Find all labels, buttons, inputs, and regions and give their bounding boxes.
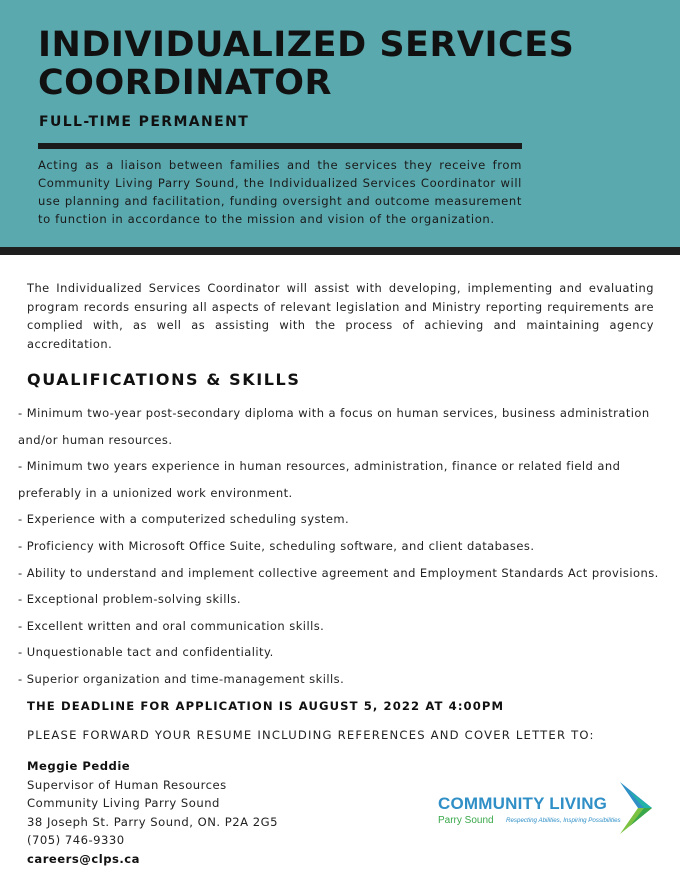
lead-paragraph: Acting as a liaison between families and the services they receive from Community Living Parry Sound, the Individualized Services Coordinator will use planning and facilitation, funding oversight and outcome measurement to function in accordance to the mission and vision of the organization. — [38, 158, 522, 226]
list-item: - Excellent written and oral communication skills. — [18, 618, 325, 633]
qualifications-heading: QUALIFICATIONS & SKILLS — [27, 370, 301, 389]
community-living-logo — [436, 780, 662, 840]
job-title — [38, 26, 638, 102]
list-item: preferably in a unionized work environment. — [18, 485, 293, 500]
employment-type: FULL-TIME PERMANENT — [39, 114, 250, 130]
subtitle-divider — [38, 143, 522, 149]
contact-phone: (705) 746-9330 — [27, 833, 125, 848]
contact-organization: Community Living Parry Sound — [27, 796, 220, 811]
logo-mark-icon — [616, 782, 656, 834]
job-title-line-2: COORDINATOR — [38, 63, 332, 103]
list-item: - Minimum two years experience in human resources, administration, finance or related field and — [18, 459, 621, 474]
contact-name: Meggie Peddie — [27, 759, 131, 773]
logo-name: COMMUNITY LIVING — [438, 794, 608, 813]
qualifications-list — [18, 400, 678, 693]
logo-town: Parry Sound — [438, 815, 494, 826]
logo-tagline: Respecting Abilities, Inspiring Possibilities — [506, 817, 621, 824]
job-title-line-1: INDIVIDUALIZED SERVICES — [38, 25, 575, 65]
contact-title: Supervisor of Human Resources — [27, 777, 227, 792]
list-item: - Superior organization and time-management skills. — [18, 671, 345, 686]
application-deadline: THE DEADLINE FOR APPLICATION IS AUGUST 5, 2022 AT 4:00PM — [27, 699, 505, 713]
contact-address: 38 Joseph St. Parry Sound, ON. P2A 2G5 — [27, 814, 279, 829]
header-divider — [0, 247, 680, 255]
list-item: - Experience with a computerized scheduling system. — [18, 512, 350, 527]
list-item: - Minimum two-year post-secondary diploma with a focus on human services, business administration — [18, 406, 650, 420]
list-item: - Proficiency with Microsoft Office Suite, scheduling software, and client databases. — [18, 538, 535, 553]
list-item: - Exceptional problem-solving skills. — [18, 592, 242, 607]
list-item: - Unquestionable tact and confidentiality. — [18, 645, 274, 660]
intro-paragraph: The Individualized Services Coordinator will assist with developing, implementing and evaluating program records ensuring all aspects of relevant legislation and Ministry reporting requirements are complied with, as well as assisting with the process of achieving and maintaining agency accreditation. — [27, 281, 654, 351]
list-item: - Ability to understand and implement collective agreement and Employment Standards Act provisions. — [18, 565, 659, 580]
list-item: and/or human resources. — [18, 432, 173, 447]
contact-email-link[interactable]: careers@clps.ca — [27, 851, 140, 866]
contact-block — [27, 757, 278, 869]
forward-instructions: PLEASE FORWARD YOUR RESUME INCLUDING REFERENCES AND COVER LETTER TO: — [27, 728, 595, 742]
